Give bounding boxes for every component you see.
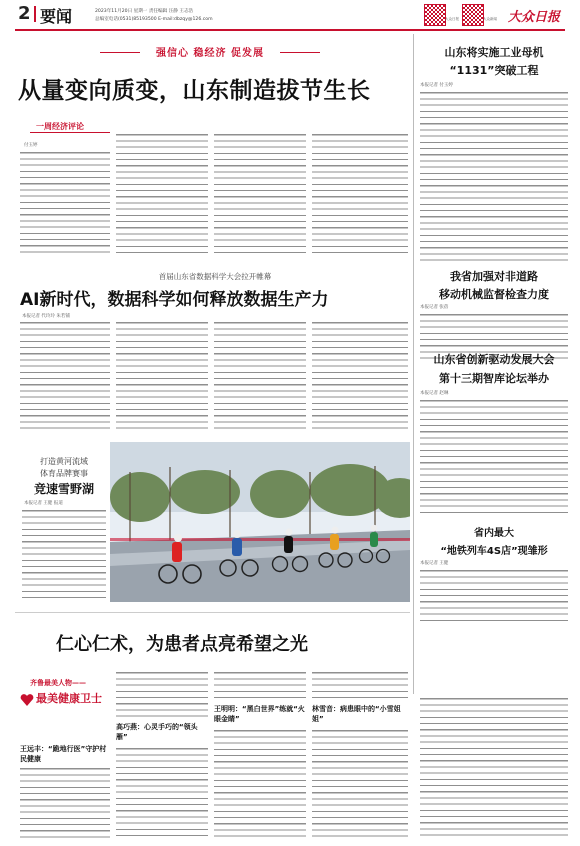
section-rule-bottom (15, 612, 410, 613)
right-small-headline-1: 省内最大 (474, 528, 514, 539)
ai-body-col2 (116, 320, 208, 430)
lead-headline: 从量变向质变，山东制造拔节生长 (18, 78, 371, 104)
column-tag: 一周经济评论 (36, 122, 84, 131)
ai-body-col1 (20, 320, 110, 430)
right-small-headline-2: “地铁列车4S店”现雏形 (440, 546, 548, 557)
ai-kicker: 首届山东省数据科学大会拉开帷幕 (158, 272, 272, 281)
right-top-headline-2: “1131”突破工程 (449, 64, 539, 77)
photo-title: 竞速雪野湖 (33, 482, 94, 496)
right-small-byline: 本报记者 王健 (420, 561, 449, 566)
paper-name: 大众日报 (508, 10, 561, 25)
qr-caption-1: 大众日报 (445, 17, 459, 21)
column-logo (20, 678, 110, 720)
health-body-col2a (116, 670, 208, 718)
health-body-col1 (20, 766, 110, 838)
column-logo-top: 齐鲁最美人物—— (30, 679, 86, 687)
qr-code-2[interactable] (462, 4, 484, 26)
health-headline: 仁心仁术，为患者点亮希望之光 (56, 634, 308, 655)
health-body-col2b (116, 746, 208, 838)
masthead-rule (15, 29, 565, 31)
banner (100, 44, 320, 61)
lead-body-col2 (116, 132, 208, 255)
lead-body-col4 (312, 132, 408, 255)
ai-byline: 本报记者 代玲玲 朱若铺 (22, 314, 70, 319)
right-top-headline-1: 山东将实施工业母机 (444, 46, 544, 59)
page-number: 2 (18, 3, 31, 24)
health-body-col3a (214, 670, 306, 700)
photo-byline: 本报记者 王健 报道 (24, 501, 63, 506)
lead-body-col1 (20, 150, 110, 255)
health-body-col4a (312, 670, 408, 700)
health-body-col4b (312, 728, 408, 838)
column-logo-main: 最美健康卫士 (36, 692, 102, 705)
cycling-photo-art (110, 442, 410, 602)
right-mid2-body (420, 398, 568, 518)
contact-meta: 总编室电话(0531)85193500 E-mail:dbzqy@126.com (95, 17, 213, 22)
right-bottom-body (420, 696, 568, 838)
column-divider (413, 34, 414, 694)
qr-caption-2: 大众新闻 (483, 17, 497, 21)
banner-line-left (100, 52, 140, 53)
qr-code-1[interactable] (424, 4, 446, 26)
health-sub3: 王明明：“黑白世界”练就“火眼金睛” (214, 705, 305, 723)
health-sub2: 高巧燕：心灵手巧的“领头雁” (116, 723, 198, 741)
lead-body-col3 (214, 132, 306, 255)
right-mid1-headline-1: 我省加强对非道路 (450, 270, 538, 283)
right-top-body (420, 90, 568, 262)
right-mid1-headline-2: 移动机械监督检查力度 (439, 288, 549, 301)
heart-icon (20, 692, 34, 706)
ai-headline: AI新时代，数据科学如何释放数据生产力 (20, 290, 329, 310)
ai-body-col3 (214, 320, 306, 430)
section-divider (34, 6, 36, 22)
banner-slogan: 强信心 稳经济 促发展 (156, 48, 264, 59)
right-mid2-byline: 本报记者 赵琳 (420, 391, 449, 396)
issue-meta: 2023年11月20日 星期一 责任编辑 汪静 王志浩 (95, 9, 194, 14)
health-sub1: 王远丰：“跪地行医”守护村民健康 (20, 745, 107, 763)
cycling-photo (110, 442, 410, 602)
ai-body-col4 (312, 320, 408, 430)
health-body-col3b (214, 728, 306, 838)
banner-line-right (280, 52, 320, 53)
lead-byline: 付玉婷 (24, 143, 38, 148)
photo-caption-1: 打造黄河流域 (40, 457, 88, 466)
right-mid2-headline-1: 山东省创新驱动发展大会 (433, 353, 555, 366)
right-mid1-byline: 本报记者 张蓓 (420, 305, 449, 310)
health-sub4: 林雪音：病患眼中的“小雪姐姐” (312, 705, 401, 723)
column-tag-rule (30, 132, 110, 133)
right-top-byline: 本报记者 付玉婷 (420, 83, 453, 88)
right-small-body (420, 568, 568, 624)
section-title: 要闻 (40, 7, 73, 26)
photo-body (22, 508, 106, 598)
right-mid2-headline-2: 第十三期智库论坛举办 (439, 372, 549, 385)
photo-caption-2: 体育品牌赛事 (40, 469, 88, 478)
